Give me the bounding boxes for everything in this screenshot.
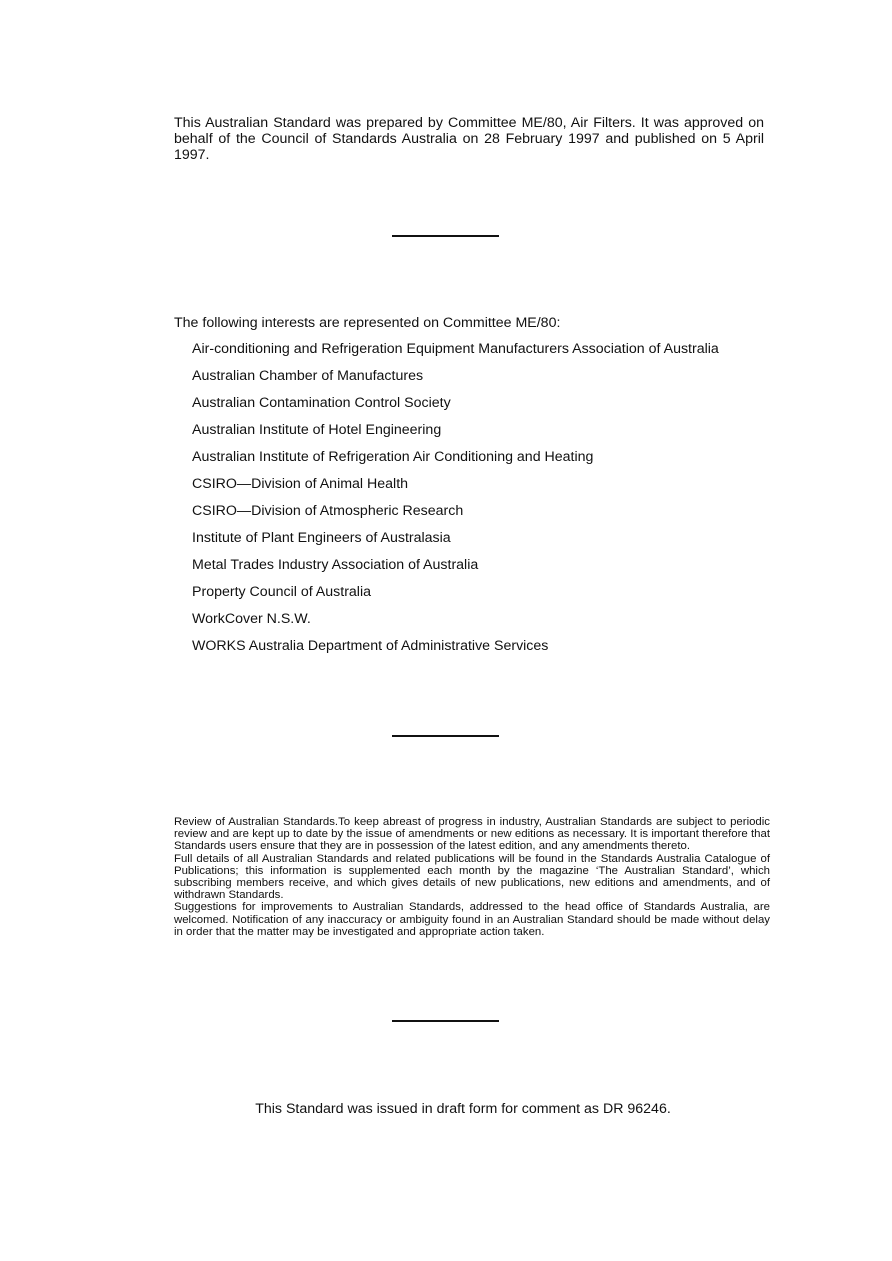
interests-list (192, 341, 752, 665)
catalogue-paragraph: Full details of all Australian Standards and related publications will be found in the Standards Australia Catalogue of Publications; this information is supplemented each month by the magazine ‘The Australian Standard’, which subscribing members receive, and which gives details of new publications, new editions and amendments, and of withdrawn Standards. (174, 852, 770, 902)
interest-item: Australian Institute of Hotel Engineering (192, 422, 442, 438)
interest-item: WorkCover N.S.W. (192, 611, 311, 627)
preparation-statement: This Australian Standard was prepared by Committee ME/80, Air Filters. It was approved on behalf of the Council of Standards Australia on 28 February 1997 and published on 5 April 1997. (174, 115, 764, 163)
interest-item: CSIRO—Division of Atmospheric Research (192, 503, 464, 519)
interest-item: Australian Contamination Control Society (192, 395, 451, 411)
draft-note: This Standard was issued in draft form for comment as DR 96246. (255, 1101, 671, 1117)
interest-item: Institute of Plant Engineers of Australasia (192, 530, 451, 546)
interest-item: Australian Institute of Refrigeration Air Conditioning and Heating (192, 449, 594, 465)
suggestions-paragraph: Suggestions for improvements to Australian Standards, addressed to the head office of Standards Australia, are welcomed. Notification of any inaccuracy or ambiguity found in an Australian Standard should be made without delay in order that the matter may be investigated and appropriate action taken. (174, 901, 770, 938)
interest-item: WORKS Australia Department of Administrative Services (192, 638, 549, 654)
interest-item: Australian Chamber of Manufactures (192, 368, 424, 384)
interest-item: Air-conditioning and Refrigeration Equipment Manufacturers Association of Australia (192, 341, 719, 357)
interest-item: Property Council of Australia (192, 584, 372, 600)
interest-item: Metal Trades Industry Association of Australia (192, 557, 479, 573)
review-notice (174, 816, 770, 938)
section-divider (392, 235, 499, 237)
section-divider (392, 735, 499, 737)
section-divider (392, 1020, 499, 1022)
interest-item: CSIRO—Division of Animal Health (192, 476, 409, 492)
review-paragraph: Review of Australian Standards.To keep abreast of progress in industry, Australian Standards are subject to periodic review and are kept up to date by the issue of amendments or new editions as necessary. It is important therefore that Standards users ensure that they are in possession of the latest edition, and any amendments thereto. (174, 816, 770, 853)
interests-heading: The following interests are represented on Committee ME/80: (174, 315, 561, 331)
